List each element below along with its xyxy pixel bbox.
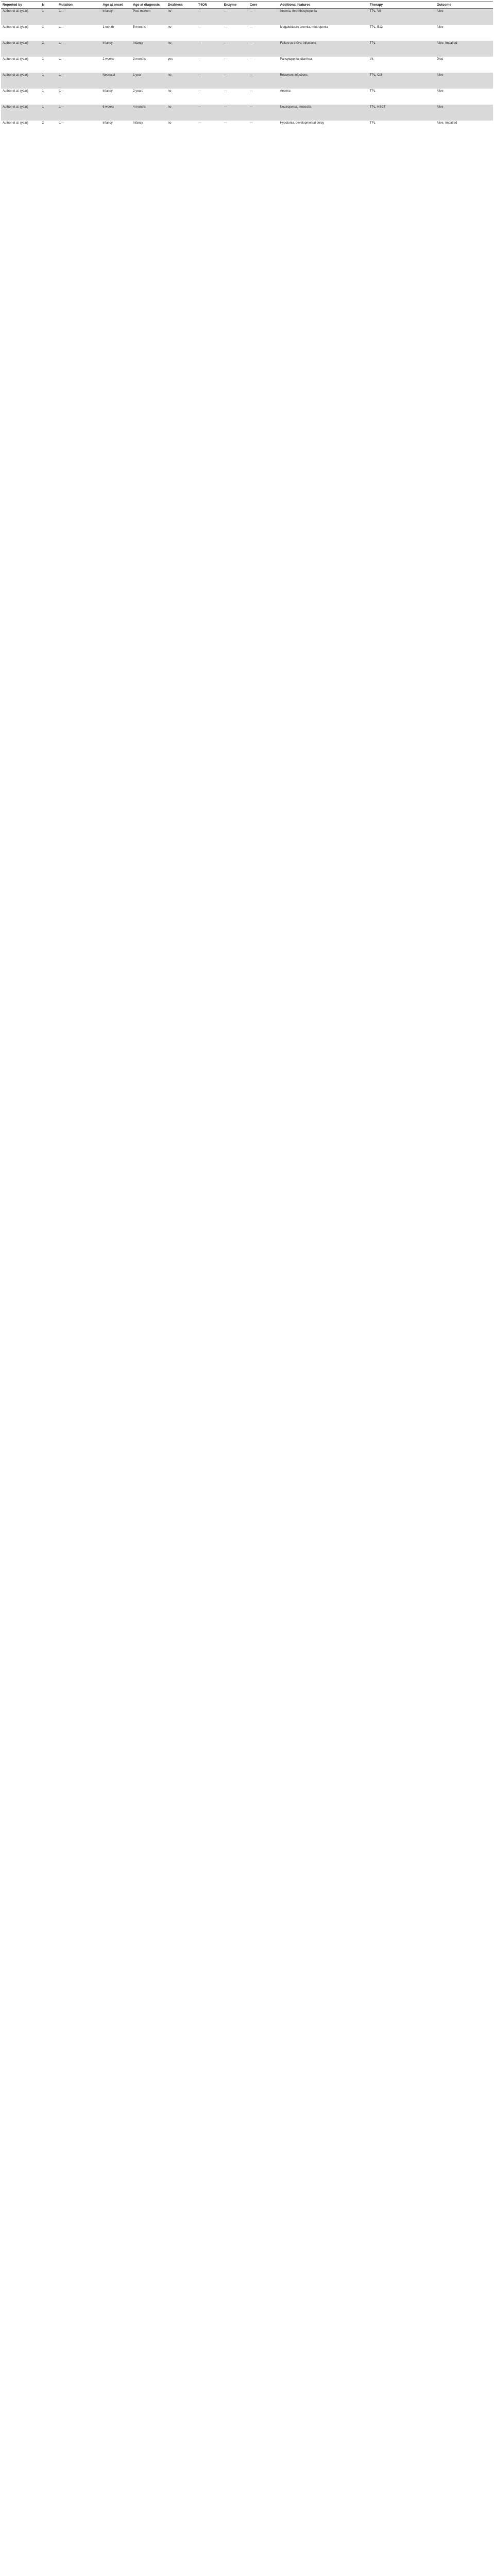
table-cell: —: [197, 9, 223, 25]
table-cell: Author et al. (year): [1, 25, 41, 41]
table-cell: yes: [166, 57, 197, 73]
table-cell: Died: [435, 57, 493, 73]
table-cell: —: [248, 41, 279, 57]
table-cell: —: [248, 89, 279, 105]
table-cell: —: [223, 57, 248, 73]
table-cell: 1: [41, 73, 57, 89]
table-cell: 1: [41, 89, 57, 105]
table-cell: —: [197, 41, 223, 57]
column-header: Deafness: [166, 2, 197, 9]
table-cell: Neonatal: [101, 73, 131, 89]
table-cell: c.—: [57, 105, 101, 121]
table-cell: Author et al. (year): [1, 41, 41, 57]
table-cell: c.—: [57, 89, 101, 105]
table-cell: Infancy: [101, 89, 131, 105]
table-cell: 1: [41, 105, 57, 121]
table-header-row: [1, 2, 493, 9]
table-cell: —: [197, 73, 223, 89]
table-cell: Alive: [435, 105, 493, 121]
table-cell: 5 months: [131, 25, 166, 41]
table-cell: —: [223, 25, 248, 41]
table-cell: Alive, Impaired: [435, 121, 493, 137]
table-cell: —: [197, 89, 223, 105]
table-cell: Alive: [435, 73, 493, 89]
table-cell: —: [223, 105, 248, 121]
table-cell: TPL, B12: [368, 25, 435, 41]
table-cell: no: [166, 25, 197, 41]
table-cell: c.—: [57, 121, 101, 137]
table-cell: —: [223, 121, 248, 137]
column-header: Age at diagnosis: [131, 2, 166, 9]
table-cell: Alive: [435, 89, 493, 105]
column-header: Outcome: [435, 2, 493, 9]
table-cell: —: [197, 121, 223, 137]
table-cell: c.—: [57, 9, 101, 25]
table-cell: —: [223, 9, 248, 25]
table-cell: no: [166, 105, 197, 121]
table-cell: 1 year: [131, 73, 166, 89]
table-cell: no: [166, 41, 197, 57]
column-header: Additional features: [279, 2, 368, 9]
table-cell: 1: [41, 9, 57, 25]
table-cell: —: [197, 105, 223, 121]
table-row: [1, 41, 493, 57]
table-row: [1, 9, 493, 25]
table-cell: 2 years: [131, 89, 166, 105]
table-body: [1, 9, 493, 137]
table-cell: Megaloblastic anemia, neutropenia: [279, 25, 368, 41]
table-cell: Recurrent infections: [279, 73, 368, 89]
table-cell: no: [166, 121, 197, 137]
table-cell: 1: [41, 57, 57, 73]
column-header: Core: [248, 2, 279, 9]
column-header: Mutation: [57, 2, 101, 9]
table-cell: Infancy: [131, 41, 166, 57]
table-cell: Author et al. (year): [1, 89, 41, 105]
table-cell: 2 weeks: [101, 57, 131, 73]
table-cell: Anemia, thrombocytopenia: [279, 9, 368, 25]
table-row: [1, 57, 493, 73]
table-cell: 1: [41, 25, 57, 41]
table-cell: c.—: [57, 73, 101, 89]
table-cell: TPL: [368, 121, 435, 137]
table-cell: Hypotonia, developmental delay: [279, 121, 368, 137]
table-row: [1, 89, 493, 105]
table-cell: Author et al. (year): [1, 9, 41, 25]
table-cell: —: [223, 73, 248, 89]
table-cell: —: [248, 25, 279, 41]
table-cell: c.—: [57, 25, 101, 41]
column-header: Enzyme: [223, 2, 248, 9]
table-cell: Alive: [435, 9, 493, 25]
table-cell: Vit: [368, 57, 435, 73]
table-cell: no: [166, 9, 197, 25]
table-cell: Alive, Impaired: [435, 41, 493, 57]
table-cell: TPL: [368, 89, 435, 105]
table-cell: Neutropenia, mucositis: [279, 105, 368, 121]
table-cell: TPL: [368, 41, 435, 57]
case-table: [1, 1, 493, 137]
table-cell: 2: [41, 41, 57, 57]
table-cell: 3 months: [131, 57, 166, 73]
table-cell: TPL, CbI: [368, 73, 435, 89]
table-cell: 6 weeks: [101, 105, 131, 121]
table-cell: c.—: [57, 57, 101, 73]
table-cell: —: [223, 41, 248, 57]
table-row: [1, 25, 493, 41]
column-header: N: [41, 2, 57, 9]
table-cell: —: [197, 57, 223, 73]
column-header: Therapy: [368, 2, 435, 9]
table-cell: Author et al. (year): [1, 57, 41, 73]
table-cell: —: [197, 25, 223, 41]
table-cell: Author et al. (year): [1, 105, 41, 121]
table-cell: Infancy: [131, 121, 166, 137]
table-cell: Anemia: [279, 89, 368, 105]
table-cell: 2: [41, 121, 57, 137]
table-row: [1, 121, 493, 137]
table-cell: —: [248, 121, 279, 137]
column-header: Age at onset: [101, 2, 131, 9]
table-cell: c.—: [57, 41, 101, 57]
table-row: [1, 105, 493, 121]
table-cell: Alive: [435, 25, 493, 41]
table-cell: —: [248, 105, 279, 121]
table-cell: Pancytopenia, diarrhea: [279, 57, 368, 73]
table-cell: —: [223, 89, 248, 105]
table-cell: no: [166, 89, 197, 105]
table-cell: —: [248, 9, 279, 25]
table-cell: Infancy: [101, 9, 131, 25]
table-cell: Author et al. (year): [1, 73, 41, 89]
table-cell: no: [166, 73, 197, 89]
table-cell: 1 month: [101, 25, 131, 41]
table-cell: —: [248, 57, 279, 73]
table-cell: Author et al. (year): [1, 121, 41, 137]
column-header: Reported by: [1, 2, 41, 9]
column-header: T-ION: [197, 2, 223, 9]
table-cell: Infancy: [101, 121, 131, 137]
table-row: [1, 73, 493, 89]
table-cell: 4 months: [131, 105, 166, 121]
table-cell: Failure to thrive, infections: [279, 41, 368, 57]
table-cell: —: [248, 73, 279, 89]
table-cell: Infancy: [101, 41, 131, 57]
table-cell: TPL, Vit: [368, 9, 435, 25]
table-cell: TPL, HSCT: [368, 105, 435, 121]
table-cell: Post mortem: [131, 9, 166, 25]
